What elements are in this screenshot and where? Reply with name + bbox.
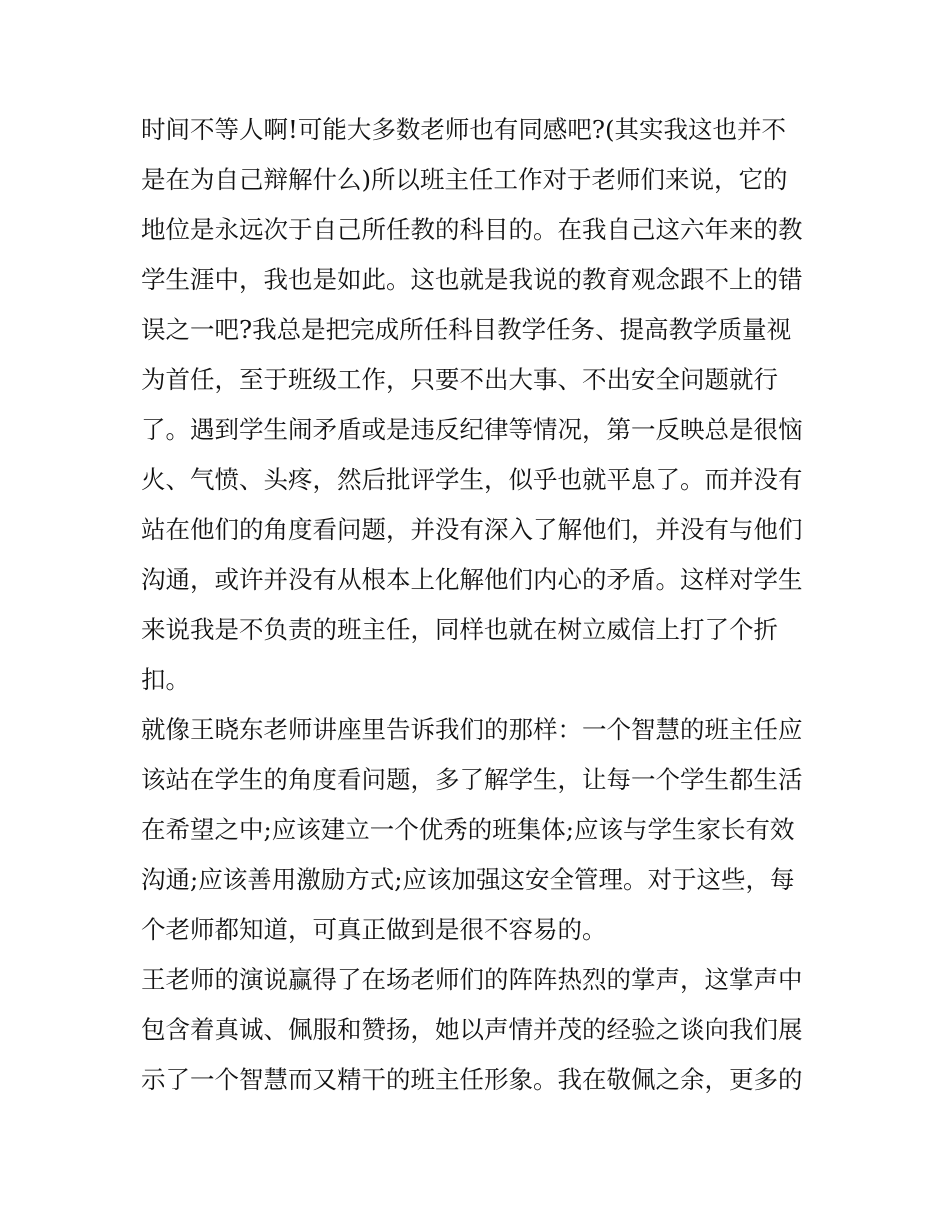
text-line: 学生涯中，我也是如此。这也就是我说的教育观念跟不上的错 xyxy=(141,265,803,294)
text-line: 扣。 xyxy=(141,665,190,694)
text-line: 个老师都知道，可真正做到是很不容易的。 xyxy=(141,915,607,944)
text-line: 该站在学生的角度看问题，多了解学生，让每一个学生都生活 xyxy=(141,765,803,794)
text-line: 在希望之中;应该建立一个优秀的班集体;应该与学生家长有效 xyxy=(141,815,795,844)
text-line: 来说我是不负责的班主任，同样也就在树立威信上打了个折 xyxy=(141,615,778,644)
text-line: 王老师的演说赢得了在场老师们的阵阵热烈的掌声，这掌声中 xyxy=(141,965,803,994)
document-body xyxy=(141,105,816,1105)
text-line: 是在为自己辩解什么)所以班主任工作对于老师们来说，它的 xyxy=(141,165,788,194)
text-line: 火、气愤、头疼，然后批评学生，似乎也就平息了。而并没有 xyxy=(141,465,803,494)
paragraph-2 xyxy=(141,705,816,955)
text-line: 沟通;应该善用激励方式;应该加强这安全管理。对于这些，每 xyxy=(141,865,795,894)
text-line: 包含着真诚、佩服和赞扬，她以声情并茂的经验之谈向我们展 xyxy=(141,1015,803,1044)
text-line: 误之一吧?我总是把完成所任科目教学任务、提高教学质量视 xyxy=(141,315,792,344)
paragraph-3 xyxy=(141,955,816,1105)
text-line: 站在他们的角度看问题，并没有深入了解他们，并没有与他们 xyxy=(141,515,803,544)
text-line: 沟通，或许并没有从根本上化解他们内心的矛盾。这样对学生 xyxy=(141,565,803,594)
text-line: 为首任，至于班级工作，只要不出大事、不出安全问题就行 xyxy=(141,365,778,394)
text-line: 了。遇到学生闹矛盾或是违反纪律等情况，第一反映总是很恼 xyxy=(141,415,803,444)
text-line: 地位是永远次于自己所任教的科目的。在我自己这六年来的教 xyxy=(141,215,803,244)
text-line: 就像王晓东老师讲座里告诉我们的那样：一个智慧的班主任应 xyxy=(141,715,803,744)
text-line: 时间不等人啊!可能大多数老师也有同感吧?(其实我这也并不 xyxy=(141,115,787,144)
paragraph-1 xyxy=(141,105,816,705)
text-line: 示了一个智慧而又精干的班主任形象。我在敬佩之余，更多的 xyxy=(141,1065,803,1094)
